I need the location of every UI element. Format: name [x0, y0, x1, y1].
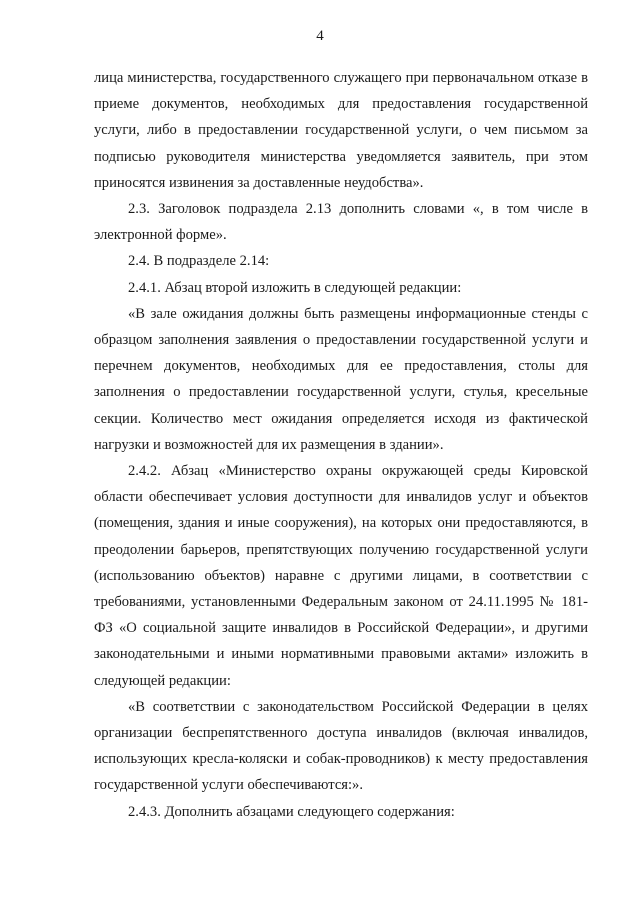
document-body [94, 65, 588, 825]
paragraph-continuation: лица министерства, государственного служащего при первоначальном отказе в приеме документов, необходимых для предоставления государственной услуги, либо в предоставлении государственной услуги, о чем письмом за подписью руководителя министерства уведомляется заявитель, при этом приносятся извинения за доставленные неудобства». [94, 70, 588, 191]
paragraph-2-4-3: 2.4.3. Дополнить абзацами следующего содержания: [128, 803, 455, 820]
paragraph-2-3: 2.3. Заголовок подраздела 2.13 дополнить словами «, в том числе в электронной форме». [94, 201, 588, 244]
paragraph-2-4: 2.4. В подразделе 2.14: [128, 253, 270, 270]
paragraph-2-4-1: 2.4.1. Абзац второй изложить в следующей редакции: [128, 279, 462, 296]
paragraph-accessibility-quote: «В соответствии с законодательством Российской Федерации в целях организации беспрепятственного доступа инвалидов (включая инвалидов, использующих кресла-коляски и собак-проводников) к месту предоставления государственной услуги обеспечиваются:». [94, 698, 588, 794]
paragraph-waiting-room-quote: «В зале ожидания должны быть размещены информационные стенды с образцом заполнения заявления о предоставлении государственной услуги и перечнем документов, необходимых для ее предоставления, столы для заполнения о предоставлении государственной услуги, стулья, кресельные секции. Количество мест ожидания определяется исходя из фактической нагрузки и возможностей для их размещения в здании». [94, 305, 588, 453]
paragraph-2-4-2: 2.4.2. Абзац «Министерство охраны окружающей среды Кировской области обеспечивает условия доступности для инвалидов услуг и объектов (помещения, здания и иные сооружения), на которых они предоставляются, в преодолении барьеров, препятствующих получению государственной услуги (использованию объектов) наравне с другими лицами, в соответствии с требованиями, установленными Федеральным законом от 24.11.1995 № 181-ФЗ «О социальной защите инвалидов в Российской Федерации», и другими законодательными и иными нормативными правовыми актами» изложить в следующей редакции: [94, 463, 588, 689]
page-number: 4 [316, 28, 324, 44]
